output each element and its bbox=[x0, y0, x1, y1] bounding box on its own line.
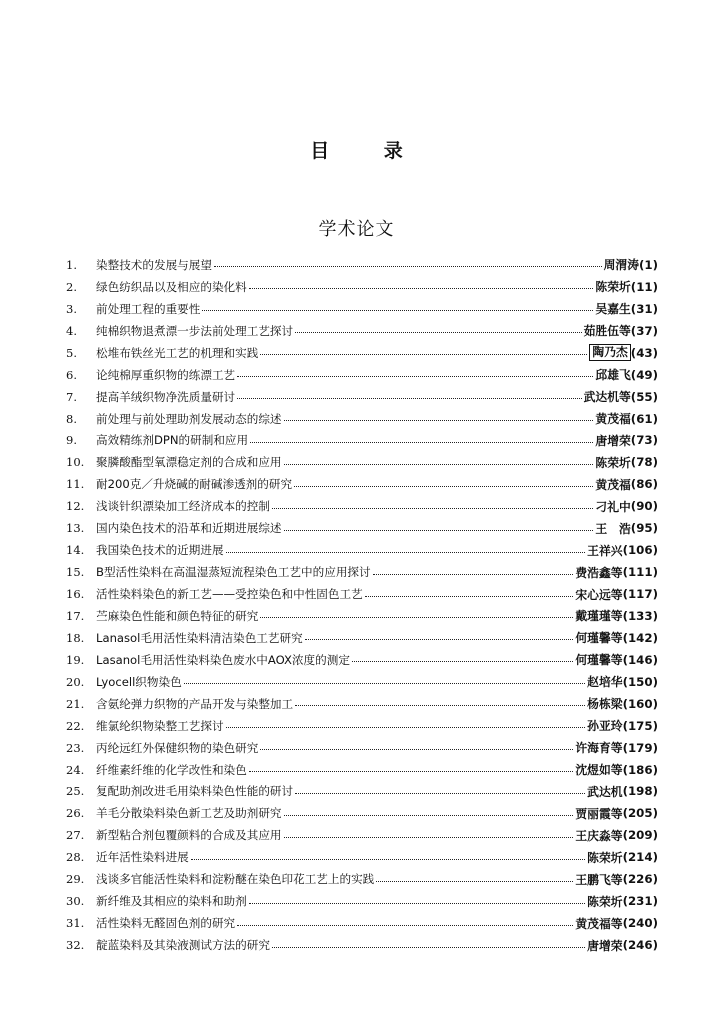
entry-author: 武达机等 bbox=[583, 390, 631, 405]
toc-entry bbox=[66, 364, 658, 386]
entry-title: 靛蓝染料及其染液测试方法的研究 bbox=[96, 938, 270, 953]
toc-entry bbox=[66, 868, 658, 890]
entry-number: 28. bbox=[66, 850, 85, 865]
toc-entry bbox=[66, 671, 658, 693]
entry-page: (111) bbox=[622, 565, 658, 580]
entry-title: 近年活性染料进展 bbox=[96, 850, 189, 865]
entry-page: (205) bbox=[622, 806, 658, 821]
toc-entry bbox=[66, 276, 658, 298]
toc-entry bbox=[66, 934, 658, 956]
entry-number: 5. bbox=[66, 345, 77, 360]
entry-author: 孙亚玲 bbox=[587, 719, 623, 734]
entry-number: 20. bbox=[66, 674, 85, 689]
entry-author: 王庆淼等 bbox=[575, 828, 623, 843]
entry-author: 黄茂福等 bbox=[575, 916, 623, 931]
toc-entry bbox=[66, 846, 658, 868]
toc-entry bbox=[66, 759, 658, 781]
entry-number: 3. bbox=[66, 301, 77, 316]
entry-number: 27. bbox=[66, 828, 85, 843]
entry-title: 维氯纶织物染整工艺探讨 bbox=[96, 718, 224, 733]
dot-leader bbox=[214, 266, 602, 267]
toc-entry bbox=[66, 342, 658, 364]
section-title: 学术论文 bbox=[318, 219, 395, 240]
entry-page: (246) bbox=[622, 938, 658, 953]
dot-leader bbox=[249, 903, 585, 904]
dot-leader bbox=[295, 332, 581, 333]
dot-leader bbox=[305, 639, 574, 640]
dot-leader bbox=[295, 705, 585, 706]
toc-entry bbox=[66, 539, 658, 561]
entry-page: (78) bbox=[630, 455, 658, 470]
entry-title: 耐200克／升烧碱的耐碱渗透剂的研究 bbox=[96, 477, 293, 492]
entry-number: 13. bbox=[66, 521, 85, 536]
entry-number: 18. bbox=[66, 630, 85, 645]
toc-entry bbox=[66, 890, 658, 912]
dot-leader bbox=[184, 683, 585, 684]
entry-title: 纤维素纤维的化学改性和染色 bbox=[96, 762, 247, 777]
entry-title: 论纯棉厚重织物的练漂工艺 bbox=[96, 367, 236, 382]
toc-entry bbox=[66, 649, 658, 671]
entry-page: (226) bbox=[622, 872, 658, 887]
toc-entry bbox=[66, 824, 658, 846]
entry-number: 7. bbox=[66, 389, 77, 404]
entry-title: 新型粘合剂包覆颜料的合成及其应用 bbox=[96, 828, 282, 843]
entry-page: (37) bbox=[630, 323, 658, 338]
entry-page: (209) bbox=[622, 828, 658, 843]
entry-title: 浅谈多官能活性染料和淀粉醚在染色印花工艺上的实践 bbox=[96, 872, 375, 887]
entry-title: 羊毛分散染料染色新工艺及助剂研究 bbox=[96, 806, 282, 821]
toc-entry bbox=[66, 561, 658, 583]
toc-entry bbox=[66, 451, 658, 473]
entry-author: 杨栋梁 bbox=[587, 697, 623, 712]
entry-page: (55) bbox=[630, 389, 658, 404]
dot-leader bbox=[226, 552, 586, 553]
entry-title: 前处理工程的重要性 bbox=[96, 301, 201, 316]
entry-author: 黄茂福 bbox=[595, 412, 631, 427]
toc-entry bbox=[66, 715, 658, 737]
entry-page: (150) bbox=[622, 674, 658, 689]
dot-leader bbox=[237, 925, 573, 926]
entry-author: 费浩鑫等 bbox=[575, 565, 623, 580]
entry-page: (43) bbox=[630, 345, 658, 360]
entry-title: 浅谈针织漂染加工经济成本的控制 bbox=[96, 499, 270, 514]
entry-author: 许海育等 bbox=[575, 741, 623, 756]
entry-page: (106) bbox=[622, 543, 658, 558]
dot-leader bbox=[376, 881, 573, 882]
entry-page: (179) bbox=[622, 740, 658, 755]
toc-entry bbox=[66, 912, 658, 934]
entry-page: (90) bbox=[630, 499, 658, 514]
entry-page: (186) bbox=[622, 762, 658, 777]
entry-title: 新纤维及其相应的染料和助剂 bbox=[96, 894, 247, 909]
entry-number: 6. bbox=[66, 367, 77, 382]
toc-entry bbox=[66, 430, 658, 452]
toc-entry bbox=[66, 408, 658, 430]
dot-leader bbox=[295, 793, 585, 794]
entry-page: (175) bbox=[622, 718, 658, 733]
entry-author: 陈荣圻 bbox=[595, 280, 631, 295]
entry-author: 陈荣圻 bbox=[595, 455, 631, 470]
dot-leader bbox=[272, 947, 585, 948]
entry-title: 松堆布铁丝光工艺的机理和实践 bbox=[96, 345, 259, 360]
entry-number: 12. bbox=[66, 499, 85, 514]
toc-entry bbox=[66, 517, 658, 539]
entry-title: 纯棉织物退煮漂一步法前处理工艺探讨 bbox=[96, 323, 294, 338]
entry-title: 绿色纺织品以及相应的染化料 bbox=[96, 279, 247, 294]
dot-leader bbox=[272, 508, 593, 509]
entry-page: (240) bbox=[622, 916, 658, 931]
entry-number: 17. bbox=[66, 608, 85, 623]
entry-title: Lasanol毛用活性染料染色废水中AOX浓度的测定 bbox=[96, 652, 350, 667]
entry-title: 国内染色技术的沿革和近期进展综述 bbox=[96, 521, 282, 536]
dot-leader bbox=[284, 815, 574, 816]
toc-entry bbox=[66, 802, 658, 824]
entry-author: 王 浩 bbox=[595, 521, 631, 536]
entry-number: 22. bbox=[66, 718, 85, 733]
entry-page: (146) bbox=[622, 652, 658, 667]
entry-author: 王鹏飞等 bbox=[575, 872, 623, 887]
entry-title: 丙纶远红外保健织物的染色研究 bbox=[96, 740, 259, 755]
dot-leader bbox=[191, 859, 585, 860]
entry-number: 1. bbox=[66, 257, 77, 272]
entry-page: (160) bbox=[622, 696, 658, 711]
entry-author: 陶乃杰 bbox=[589, 344, 630, 361]
entry-number: 19. bbox=[66, 652, 85, 667]
dot-leader bbox=[249, 771, 574, 772]
entry-number: 16. bbox=[66, 587, 85, 602]
toc-entry bbox=[66, 473, 658, 495]
entry-page: (198) bbox=[622, 784, 658, 799]
entry-number: 14. bbox=[66, 543, 85, 558]
entry-number: 32. bbox=[66, 938, 85, 953]
entry-author: 刁礼中 bbox=[595, 499, 631, 514]
entry-title: 高效精练剂DPN的研制和应用 bbox=[96, 433, 249, 448]
entry-author: 赵培华 bbox=[587, 675, 623, 690]
entry-title: 提高羊绒织物净洗质量研讨 bbox=[96, 389, 236, 404]
entry-author: 周渭涛 bbox=[603, 258, 639, 273]
entry-author: 吴嘉生 bbox=[595, 302, 631, 317]
entry-author: 何瑾馨等 bbox=[575, 653, 623, 668]
entry-author: 宋心远等 bbox=[575, 587, 623, 602]
entry-author: 贾丽霞等 bbox=[575, 806, 623, 821]
entry-author: 茹胜伍等 bbox=[583, 324, 631, 339]
dot-leader bbox=[365, 596, 574, 597]
entry-title: 染整技术的发展与展望 bbox=[96, 257, 212, 272]
toc-entry bbox=[66, 254, 658, 276]
dot-leader bbox=[260, 354, 587, 355]
entry-author: 戴瑾瑾等 bbox=[575, 609, 623, 624]
entry-author: 王祥兴 bbox=[587, 543, 623, 558]
toc-entry bbox=[66, 495, 658, 517]
toc-entry bbox=[66, 320, 658, 342]
toc-entry bbox=[66, 693, 658, 715]
entry-title: 活性染料染色的新工艺——受控染色和中性固色工艺 bbox=[96, 587, 363, 602]
entry-title: 含氨纶弹力织物的产品开发与染整加工 bbox=[96, 696, 294, 711]
entry-number: 10. bbox=[66, 455, 85, 470]
entry-page: (133) bbox=[622, 608, 658, 623]
entry-number: 31. bbox=[66, 916, 85, 931]
toc-entry bbox=[66, 627, 658, 649]
dot-leader bbox=[202, 310, 593, 311]
entry-number: 9. bbox=[66, 433, 77, 448]
dot-leader bbox=[260, 749, 573, 750]
toc-list bbox=[66, 254, 658, 956]
dot-leader bbox=[284, 837, 574, 838]
entry-author: 唐增荣 bbox=[587, 938, 623, 953]
entry-page: (142) bbox=[622, 630, 658, 645]
entry-number: 30. bbox=[66, 894, 85, 909]
entry-title: 我国染色技术的近期进展 bbox=[96, 543, 224, 558]
dot-leader bbox=[294, 486, 593, 487]
entry-author: 武达机 bbox=[587, 784, 623, 799]
toc-entry bbox=[66, 605, 658, 627]
entry-title: Lyocell织物染色 bbox=[96, 674, 182, 689]
entry-number: 29. bbox=[66, 872, 85, 887]
entry-author: 沈煜如等 bbox=[575, 763, 623, 778]
entry-number: 26. bbox=[66, 806, 85, 821]
entry-number: 15. bbox=[66, 565, 85, 580]
dot-leader bbox=[284, 420, 594, 421]
toc-entry bbox=[66, 386, 658, 408]
entry-author: 何瑾馨等 bbox=[575, 631, 623, 646]
dot-leader bbox=[284, 530, 594, 531]
toc-entry bbox=[66, 737, 658, 759]
entry-title: 聚膦酸酯型氧漂稳定剂的合成和应用 bbox=[96, 455, 282, 470]
entry-page: (214) bbox=[622, 850, 658, 865]
entry-title: B型活性染料在高温湿蒸短流程染色工艺中的应用探讨 bbox=[96, 565, 371, 580]
entry-author: 黄茂福 bbox=[595, 477, 631, 492]
entry-number: 8. bbox=[66, 411, 77, 426]
entry-author: 邱雄飞 bbox=[595, 368, 631, 383]
entry-page: (31) bbox=[630, 301, 658, 316]
entry-author: 陈荣圻 bbox=[587, 894, 623, 909]
entry-page: (49) bbox=[630, 367, 658, 382]
entry-page: (86) bbox=[630, 477, 658, 492]
page-title: 目 录 bbox=[310, 140, 427, 162]
dot-leader bbox=[237, 376, 593, 377]
dot-leader bbox=[250, 442, 593, 443]
dot-leader bbox=[237, 398, 581, 399]
entry-title: 前处理与前处理助剂发展动态的综述 bbox=[96, 411, 282, 426]
entry-number: 4. bbox=[66, 323, 77, 338]
dot-leader bbox=[284, 464, 594, 465]
dot-leader bbox=[373, 574, 574, 575]
entry-author: 唐增荣 bbox=[595, 433, 631, 448]
entry-number: 21. bbox=[66, 696, 85, 711]
entry-page: (1) bbox=[639, 257, 658, 272]
entry-page: (117) bbox=[622, 587, 658, 602]
entry-page: (73) bbox=[630, 433, 658, 448]
entry-page: (95) bbox=[630, 521, 658, 536]
entry-number: 23. bbox=[66, 740, 85, 755]
toc-entry bbox=[66, 298, 658, 320]
dot-leader bbox=[249, 288, 594, 289]
entry-author: 陈荣圻 bbox=[587, 850, 623, 865]
entry-number: 11. bbox=[66, 477, 85, 492]
entry-title: Lanasol毛用活性染料清洁染色工艺研究 bbox=[96, 630, 303, 645]
entry-number: 25. bbox=[66, 784, 85, 799]
dot-leader bbox=[260, 617, 573, 618]
entry-page: (11) bbox=[630, 279, 658, 294]
entry-page: (61) bbox=[630, 411, 658, 426]
entry-number: 2. bbox=[66, 279, 77, 294]
entry-title: 苎麻染色性能和颜色特征的研究 bbox=[96, 608, 259, 623]
entry-number: 24. bbox=[66, 762, 85, 777]
dot-leader bbox=[352, 661, 573, 662]
toc-entry bbox=[66, 781, 658, 803]
entry-title: 活性染料无醛固色剂的研究 bbox=[96, 916, 236, 931]
toc-entry bbox=[66, 583, 658, 605]
entry-page: (231) bbox=[622, 894, 658, 909]
dot-leader bbox=[226, 727, 586, 728]
entry-title: 复配助剂改进毛用染料染色性能的研讨 bbox=[96, 784, 294, 799]
